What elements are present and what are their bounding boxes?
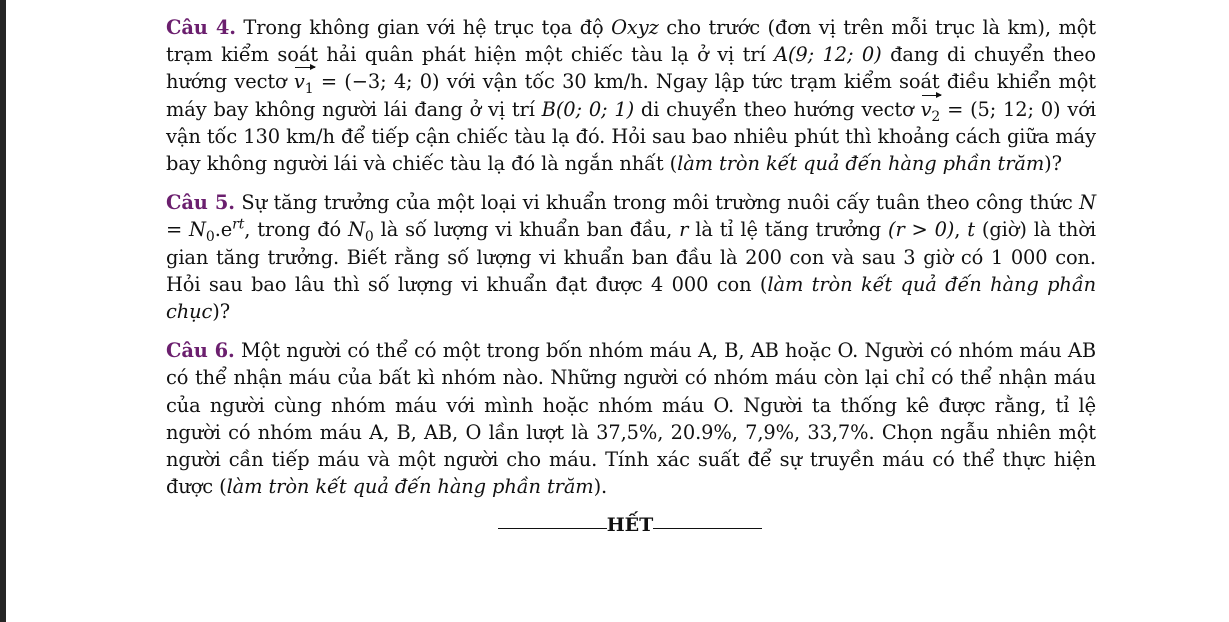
end-rule-left bbox=[498, 528, 607, 529]
question-5-text-7: )? bbox=[212, 300, 231, 324]
question-5-text-3: là số lượng vi khuẩn ban đầu, bbox=[380, 218, 673, 242]
initial-count-symbol: $N_0$ bbox=[348, 218, 374, 246]
vector-v2-value: = (5; 12; 0) bbox=[947, 97, 1061, 121]
question-4-point-a: A(9; 12; 0) bbox=[774, 43, 882, 67]
end-rule-right bbox=[653, 528, 762, 529]
question-4-text-2: cho trước (đơn vị trên mỗi trục là km), một trạm kiểm soát hải quân phát hiện một chiếc tàu lạ ở vị trí bbox=[166, 16, 1096, 67]
question-4-text-6: với vận tốc 130 km/h để tiếp cận chiếc tàu lạ đó. Hỏi sau bao nhiêu phút thì khoảng cách giữa máy bay không người lái và chiếc tàu lạ đó là ngắn nhất ( bbox=[166, 97, 1096, 176]
question-4-point-b: B(0; 0; 1) bbox=[541, 97, 635, 121]
question-4-text-5: di chuyển theo hướng vectơ bbox=[640, 97, 914, 121]
question-5-rounding-note: làm tròn kết quả đến hàng phần chục bbox=[166, 272, 1096, 324]
question-4-text-7: )? bbox=[1044, 152, 1062, 176]
viewer-left-border bbox=[0, 0, 6, 622]
question-4-text-4: với vận tốc 30 km/h. Ngay lập tức trạm kiểm soát điều khiển một máy bay không người lái đang ở vị trí bbox=[166, 70, 1096, 121]
question-6-text-7: ). bbox=[593, 475, 608, 499]
rate-condition: (r > 0) bbox=[887, 218, 955, 242]
question-5 bbox=[166, 189, 1096, 325]
question-4-text-1: Trong không gian với hệ trục tọa độ bbox=[243, 16, 604, 39]
question-5-text-5: , bbox=[954, 218, 961, 242]
question-5-text-2: , trong đó bbox=[244, 218, 342, 242]
question-5-text-4: là tỉ lệ tăng trưởng bbox=[695, 218, 882, 242]
question-6-label: Câu 6. bbox=[166, 339, 235, 363]
question-5-label: Câu 5. bbox=[166, 191, 235, 215]
question-4-label: Câu 4. bbox=[166, 16, 236, 39]
growth-formula: $N = N_0.e^{rt}$ bbox=[166, 191, 1096, 246]
question-4 bbox=[166, 14, 1096, 177]
question-6-rounding-note: làm tròn kết quả đến hàng phần trăm bbox=[226, 475, 594, 499]
vector-v1-value: = (−3; 4; 0) bbox=[320, 70, 440, 94]
vector-v1: $v_1$ bbox=[293, 70, 314, 98]
question-6-text-1: Một người có thể có một trong bốn nhóm máu A, B, AB hoặc O. Người có nhóm máu AB có thể nhận máu của bất kì nhóm nào. Những người có nhóm máu còn lại chỉ có thể nhận máu của người cùng nhóm máu với mình hoặc nhóm máu O. Người ta thống kê được rằng, tỉ lệ người có nhóm máu A, B, AB, O lần lượt là 37,5%, 20.9%, 7,9%, 33,7%. Chọn ngẫu nhiên một người cần tiếp máu và một người cho máu. Tính xác suất để sự truyền máu có thể thực hiện được ( bbox=[166, 339, 1096, 499]
end-text: HẾT bbox=[606, 514, 654, 536]
rate-symbol: r bbox=[679, 218, 689, 242]
question-4-text-3: đang di chuyển theo hướng vectơ bbox=[166, 43, 1096, 94]
document-page bbox=[166, 14, 1096, 512]
question-6 bbox=[166, 337, 1096, 500]
end-marker bbox=[498, 513, 762, 537]
question-4-oxyz: Oxyz bbox=[611, 16, 659, 39]
time-symbol: t bbox=[967, 218, 975, 242]
question-5-text-1: Sự tăng trưởng của một loại vi khuẩn trong môi trường nuôi cấy tuân theo công thức bbox=[241, 191, 1073, 215]
vector-v2: $v_2$ bbox=[920, 97, 941, 125]
question-5-text-6: (giờ) là thời gian tăng trưởng. Biết rằng số lượng vi khuẩn ban đầu là 200 con và sau 3 giờ có 1 000 con. Hỏi sau bao lâu thì số lượng vi khuẩn đạt được 4 000 con ( bbox=[166, 218, 1096, 296]
question-4-rounding-note: làm tròn kết quả đến hàng phần trăm bbox=[677, 152, 1045, 176]
